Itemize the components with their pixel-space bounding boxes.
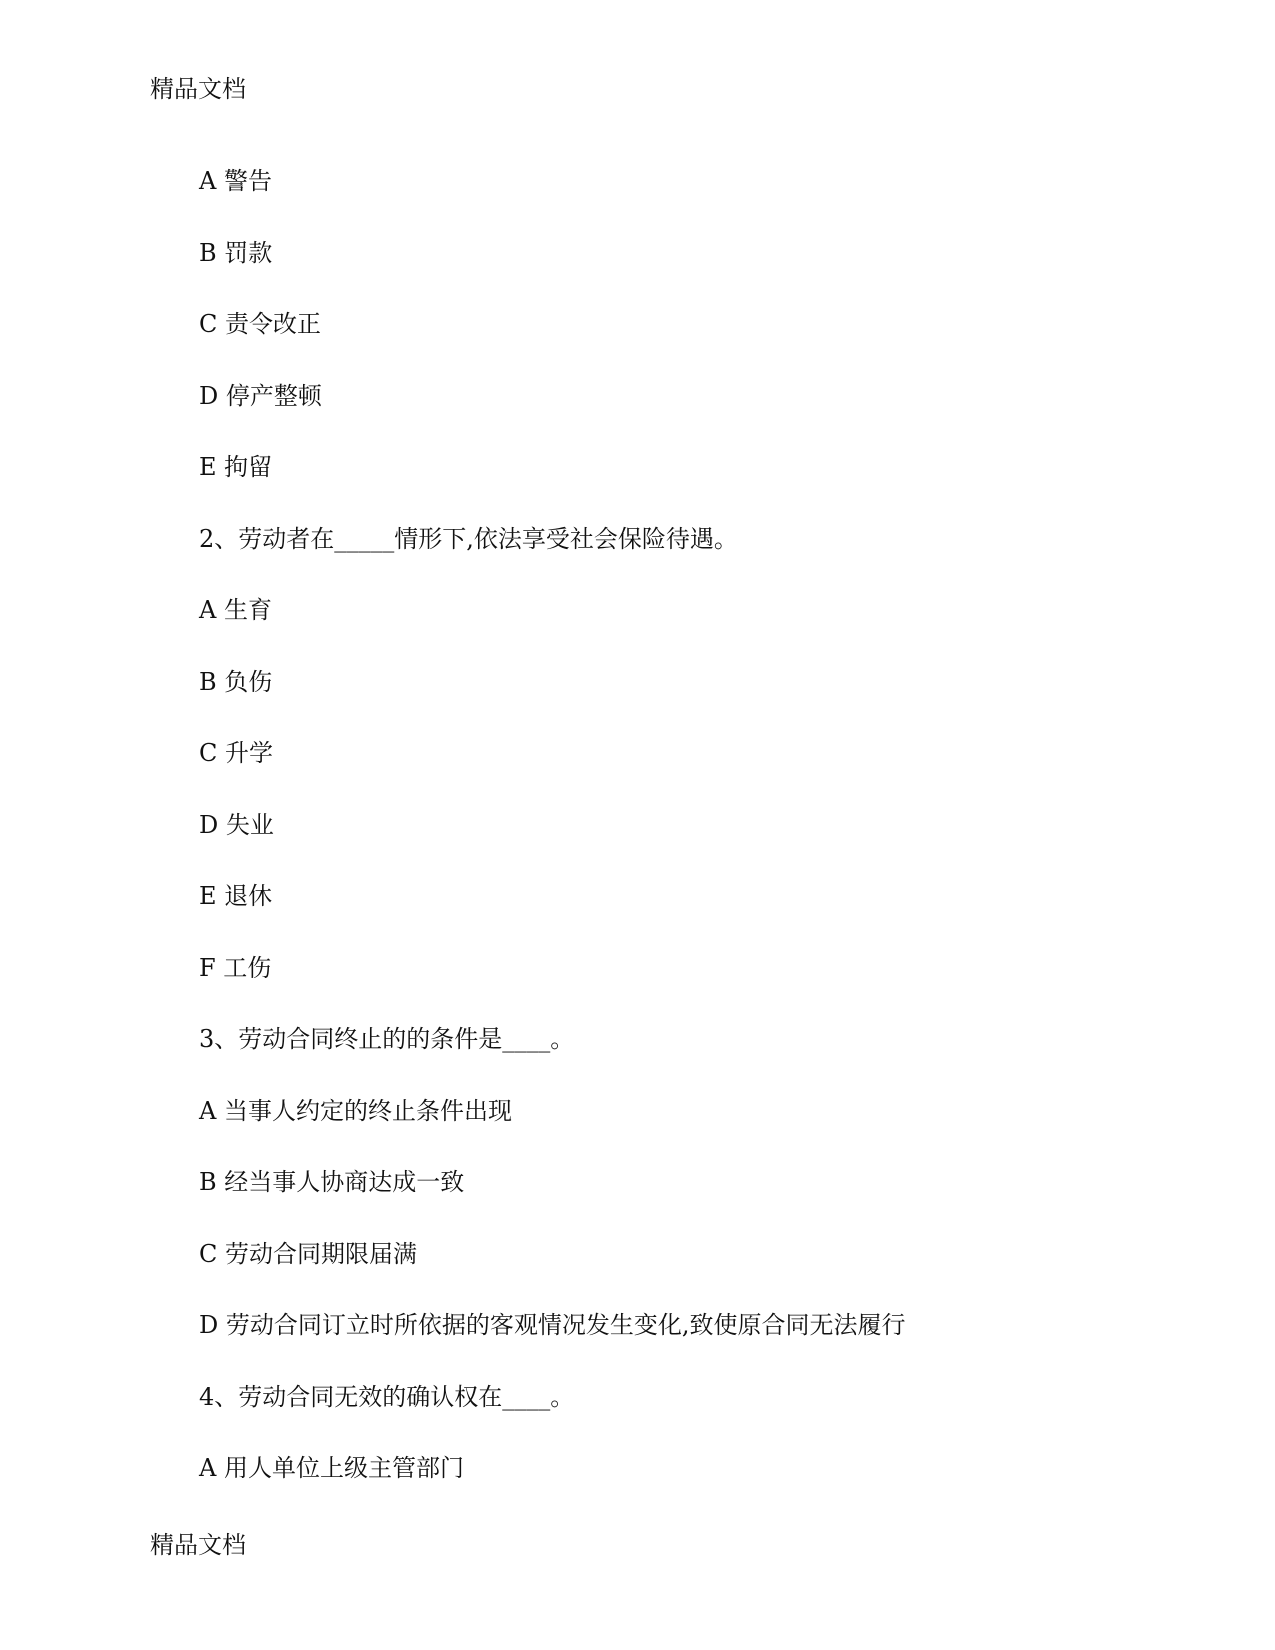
page-header: 精品文档 [150,75,246,103]
option-line: E 拘留 [199,453,273,481]
question-line: 4、劳动合同无效的确认权在____。 [199,1382,575,1411]
option-line: D 失业 [199,810,274,839]
document-body [199,166,1199,1525]
question-line: 3、劳动合同终止的的条件是____。 [199,1025,575,1053]
option-line: D 劳动合同订立时所依据的客观情况发生变化,致使原合同无法履行 [199,1311,906,1339]
question-line: 2、劳动者在_____情形下,依法享受社会保险待遇。 [199,524,738,553]
option-line: C 升学 [199,739,273,767]
option-line: F 工伤 [199,953,272,982]
option-line: C 责令改正 [199,310,321,338]
option-line: C 劳动合同期限届满 [199,1239,417,1268]
option-line: D 停产整顿 [199,381,322,410]
option-line: B 经当事人协商达成一致 [199,1168,465,1196]
page-footer: 精品文档 [150,1531,246,1559]
option-line: A 生育 [199,596,272,624]
option-line: A 用人单位上级主管部门 [199,1454,464,1482]
option-line: A 警告 [199,167,272,195]
option-line: B 罚款 [199,238,273,267]
option-line: E 退休 [199,882,273,910]
option-line: A 当事人约定的终止条件出现 [199,1096,512,1125]
option-line: B 负伤 [199,667,273,696]
